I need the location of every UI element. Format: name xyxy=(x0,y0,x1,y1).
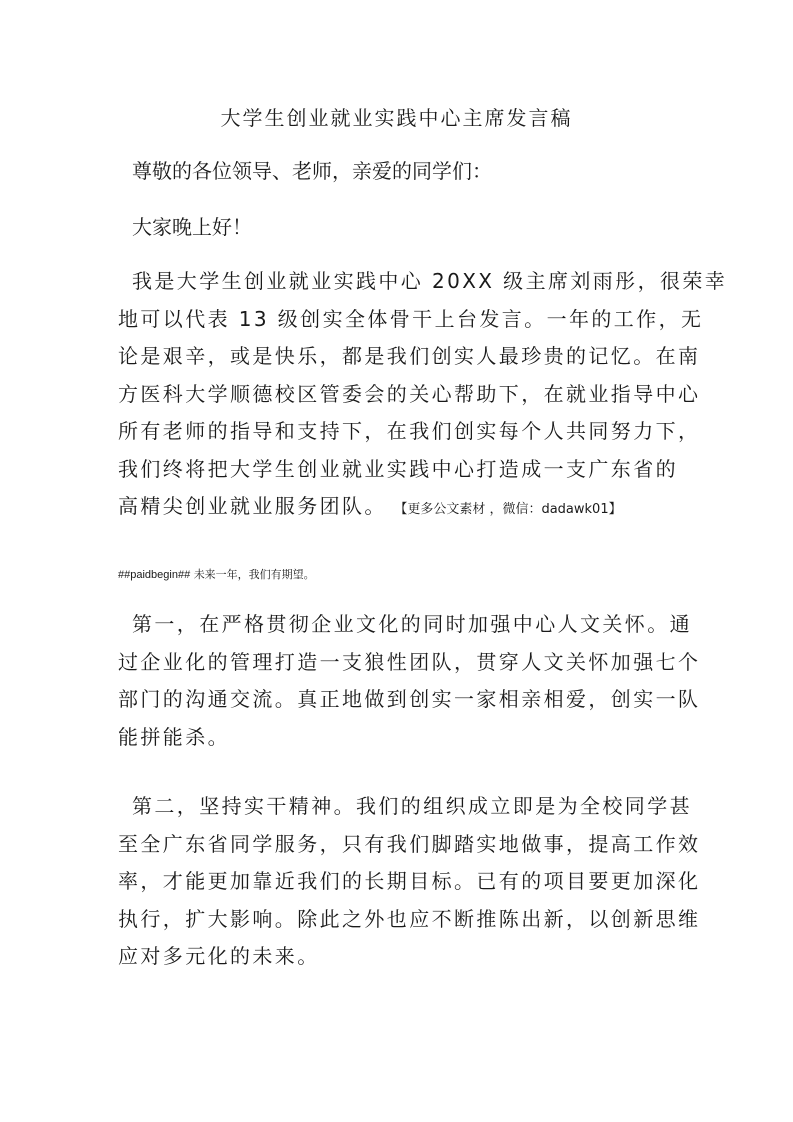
paragraph-text: 高精尖创业就业服务团队。 xyxy=(118,494,387,518)
paragraph-line: 至全广东省同学服务，只有我们脚踏实地做事，提高工作效 xyxy=(118,831,701,856)
paragraph-line: 部门的沟通交流。真正地做到创实一家相亲相爱，创实一队 xyxy=(118,687,701,711)
paragraph-line: 过企业化的管理打造一支狼性团队，贯穿人文关怀加强七个 xyxy=(118,649,701,674)
paragraph-line: 论是艰辛，或是快乐，都是我们创实人最珍贵的记忆。在南 xyxy=(118,344,701,368)
paragraph-line: 我们终将把大学生创业就业实践中心打造成一支广东省的 xyxy=(118,456,678,481)
paragraph-line-last xyxy=(118,488,678,529)
paragraph-line: 第二，坚持实干精神。我们的组织成立即是为全校同学甚 xyxy=(132,794,692,818)
paragraph-line: 率，才能更加靠近我们的长期目标。已有的项目要更加深化 xyxy=(118,869,701,893)
paragraph-2 xyxy=(118,606,701,756)
promo-note: 【更多公文素材 ，微信：dadawk01】 xyxy=(400,502,622,517)
paragraph-line: 我是大学生创业就业实践中心 20XX 级主席刘雨彤，很荣幸 xyxy=(132,269,728,293)
paid-marker: ##paidbegin## xyxy=(118,569,191,581)
paragraph-line: 地可以代表 13 级创实全体骨干上台发言。一年的工作，无 xyxy=(118,306,704,331)
document-title: 大学生创业就业实践中心主席发言稿 xyxy=(220,106,573,130)
greeting: 大家晚上好！ xyxy=(132,215,252,239)
paragraph-line: 能拼能杀。 xyxy=(118,724,230,749)
paragraph-line: 应对多元化的未来。 xyxy=(118,944,320,968)
salutation: 尊敬的各位领导、老师，亲爱的同学们： xyxy=(132,159,492,183)
paid-marker-line xyxy=(118,567,315,583)
paragraph-line: 第一，在严格贯彻企业文化的同时加强中心人文关怀。通 xyxy=(132,612,692,636)
paragraph-3 xyxy=(118,788,701,976)
marker-text: 未来一年，我们有期望。 xyxy=(193,568,315,581)
paragraph-1 xyxy=(118,263,728,529)
paragraph-line: 所有老师的指导和支持下，在我们创实每个人共同努力下， xyxy=(118,419,701,443)
paragraph-line: 方医科大学顺德校区管委会的关心帮助下，在就业指导中心 xyxy=(118,381,701,406)
paragraph-line: 执行，扩大影响。除此之外也应不断推陈出新，以创新思维 xyxy=(118,906,701,931)
